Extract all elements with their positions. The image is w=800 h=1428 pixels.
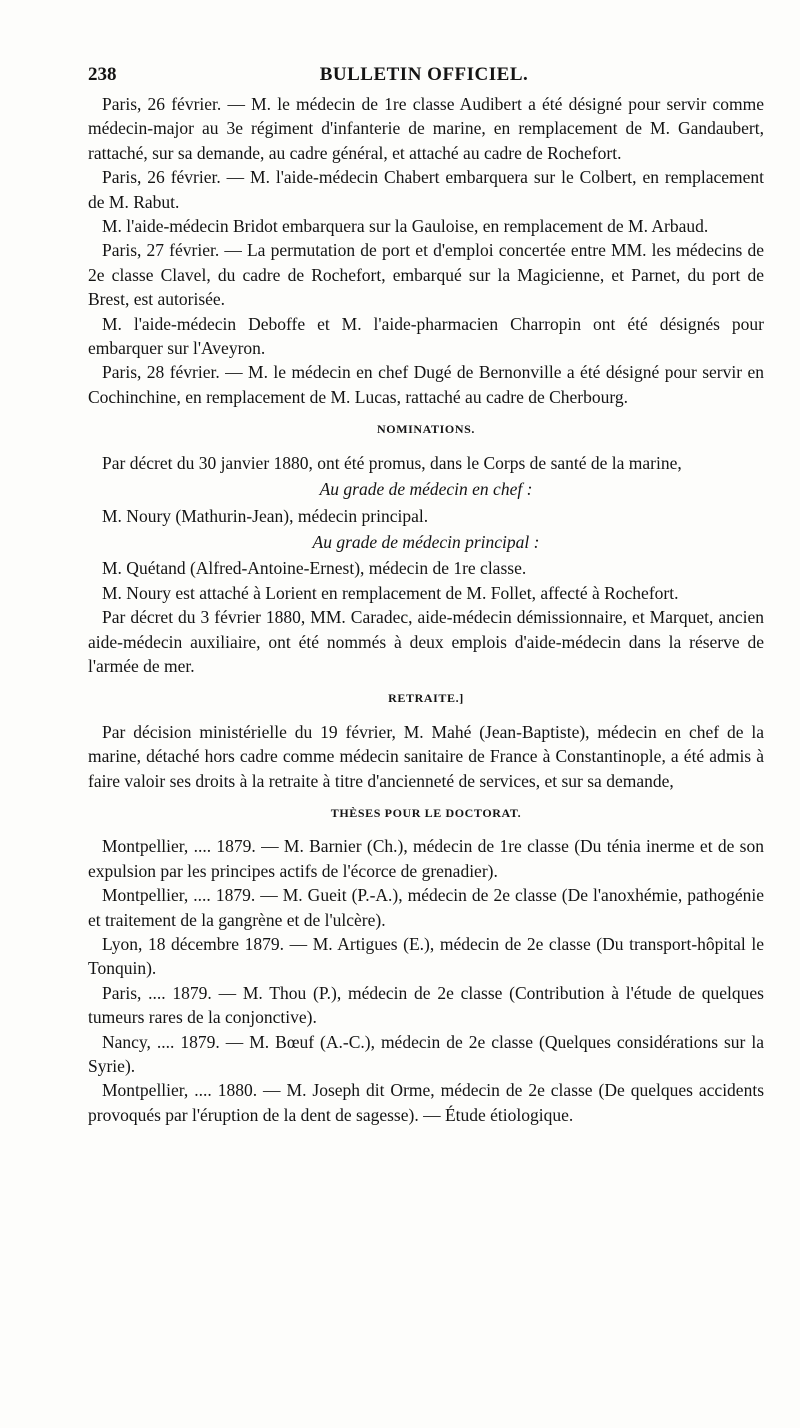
these-thou: Paris, .... 1879. — M. Thou (P.), médecin de 2e classe (Contribution à l'étude de quelques tumeurs rares de la conjonctive). [88, 982, 764, 1028]
grade-heading-medecin-en-chef: Au grade de médecin en chef : [319, 479, 533, 500]
section-heading-theses: THÈSES POUR LE DOCTORAT. [330, 805, 522, 820]
paragraph-bridot: M. l'aide-médecin Bridot embarquera sur la Gauloise, en remplacement de M. Arbaud. [102, 216, 709, 237]
paragraph-chabert: Paris, 26 février. — M. l'aide-médecin Chabert embarquera sur le Colbert, en remplacement de M. Rabut. [88, 167, 764, 212]
these-boeuf: Nancy, .... 1879. — M. Bœuf (A.-C.), médecin de 2e classe (Quelques considérations sur la Syrie). [88, 1031, 764, 1077]
paragraph-quetand: M. Quétand (Alfred-Antoine-Ernest), médecin de 1re classe. [102, 558, 527, 579]
paragraph-decret-3-fevrier: Par décret du 3 février 1880, MM. Caradec, aide-médecin démissionnaire, et Marquet, ancien aide-médecin auxiliaire, ont été nommés à deux emplois d'aide-médecin dans la réserve de l'armée de mer. [88, 607, 764, 676]
journal-title: BULLETIN OFFICIEL. [319, 64, 529, 85]
paragraph-noury: M. Noury (Mathurin-Jean), médecin principal. [102, 505, 429, 526]
page-number: 238 [88, 64, 117, 85]
page-header [88, 64, 760, 90]
paragraph-deboffe: M. l'aide-médecin Deboffe et M. l'aide-pharmacien Charropin ont été désignés pour embarquer sur l'Aveyron. [88, 313, 764, 359]
these-artigues: Lyon, 18 décembre 1879. — M. Artigues (E.), médecin de 2e classe (Du transport-hôpital le Tonquin). [88, 934, 764, 979]
section-heading-nominations: NOMINATIONS. [377, 422, 475, 437]
these-barnier: Montpellier, .... 1879. — M. Barnier (Ch.), médecin de 1re classe (Du ténia inerme et de son expulsion par les principes actifs de l'écorce de grenadier). [88, 836, 764, 881]
paragraph-mahe: Par décision ministérielle du 19 février, M. Mahé (Jean-Baptiste), médecin en chef de la marine, détaché hors cadre comme médecin sanitaire de France à Constantinople, a été admis à faire valoir ses droits à la retraite à titre d'ancienneté de services, et sur sa demande, [88, 721, 764, 791]
paragraph-noury-lorient: M. Noury est attaché à Lorient en remplacement de M. Follet, affecté à Rochefort. [102, 582, 679, 603]
paragraph-decret-30-janvier: Par décret du 30 janvier 1880, ont été promus, dans le Corps de santé de la marine, [102, 452, 682, 473]
paragraph-duge: Paris, 28 février. — M. le médecin en chef Dugé de Bernonville a été désigné pour servir en Cochinchine, en remplacement de M. Lucas, rattaché au cadre de Cherbourg. [88, 362, 764, 407]
grade-heading-medecin-principal: Au grade de médecin principal : [312, 531, 540, 552]
section-heading-retraite: RETRAITE.] [388, 691, 464, 706]
these-orme: Montpellier, .... 1880. — M. Joseph dit Orme, médecin de 2e classe (De quelques accidents provoqués par l'éruption de la dent de sagesse). — Étude étiologique. [88, 1080, 764, 1125]
paragraph-audibert: Paris, 26 février. — M. le médecin de 1re classe Audibert a été désigné pour servir comme médecin-major au 3e régiment d'infanterie de marine, en remplacement de M. Gandaubert, rattaché, sur sa demande, au cadre général, et attaché au cadre de Rochefort. [88, 94, 764, 163]
these-gueit: Montpellier, .... 1879. — M. Gueit (P.-A.), médecin de 2e classe (De l'anoxhémie, pathogénie et traitement de la gangrène et de l'ulcère). [88, 885, 764, 930]
paragraph-permutation: Paris, 27 février. — La permutation de port et d'emploi concertée entre MM. les médecins de 2e classe Clavel, du cadre de Rochefort, embarqué sur la Magicienne, et Parnet, du port de Brest, est autorisée. [88, 240, 764, 310]
page-body [88, 92, 764, 1127]
